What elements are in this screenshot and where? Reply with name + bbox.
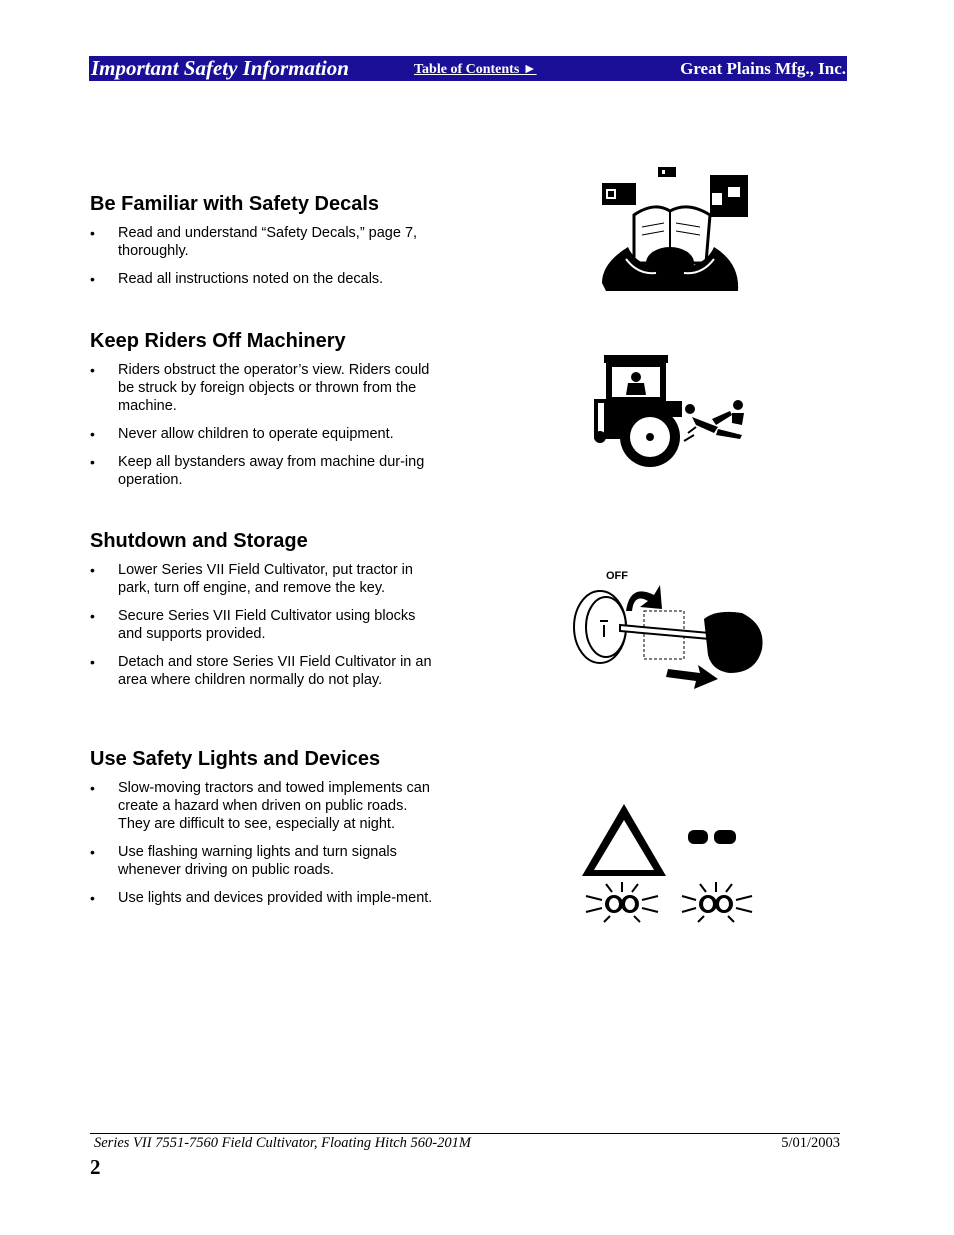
reading-manual-icon xyxy=(598,163,753,298)
section-heading: Use Safety Lights and Devices xyxy=(90,748,381,770)
list-item: • Use flashing warning lights and turn signals whenever driving on public roads. xyxy=(90,844,397,878)
off-label: OFF xyxy=(606,570,628,582)
list-item: • Riders obstruct the operator’s view. Riders could be struck by foreign objects or thrown from the machine. xyxy=(90,362,430,414)
section-shutdown-storage xyxy=(90,529,435,689)
page-header-title: Important Safety Information xyxy=(91,56,349,80)
section-heading: Be Familiar with Safety Decals xyxy=(90,193,380,215)
list-item: • Secure Series VII Field Cultivator using blocks and supports provided. xyxy=(90,608,416,642)
footer-date: 5/01/2003 xyxy=(781,1135,840,1151)
bullet-list xyxy=(90,561,435,689)
bullet-list xyxy=(90,361,435,489)
list-item: • Keep all bystanders away from machine dur-ing operation. xyxy=(90,454,425,488)
section-keep-riders-off xyxy=(90,329,435,489)
section-safety-decals xyxy=(90,192,435,288)
list-item: • Read all instructions noted on the decals. xyxy=(90,271,384,287)
right-warning-light-icon xyxy=(682,882,752,922)
page-header xyxy=(89,56,847,81)
list-item: • Read and understand “Safety Decals,” page 7, thoroughly. xyxy=(90,225,418,259)
table-of-contents-link[interactable]: Table of Contents ► xyxy=(414,62,537,77)
list-item: • Never allow children to operate equipment. xyxy=(90,426,394,442)
bullet-list xyxy=(90,779,435,907)
list-item: • Use lights and devices provided with imple-ment. xyxy=(90,890,433,906)
section-heading: Shutdown and Storage xyxy=(90,530,308,552)
list-item: • Detach and store Series VII Field Cultivator in an area where children normally do not play. xyxy=(90,654,432,688)
section-heading: Keep Riders Off Machinery xyxy=(90,330,346,352)
smv-sign-and-lights-icon xyxy=(582,800,757,925)
footer-document-title: Series VII 7551-7560 Field Cultivator, Floating Hitch 560-201M xyxy=(94,1135,471,1151)
rider-falling-tractor-icon xyxy=(592,355,752,475)
page-number: 2 xyxy=(90,1155,101,1179)
list-item: • Slow-moving tractors and towed implements can create a hazard when driven on public roads. They are difficult to see, especially at night. xyxy=(90,780,430,832)
left-warning-light-icon xyxy=(586,882,658,922)
section-safety-lights xyxy=(90,747,435,907)
list-item: • Lower Series VII Field Cultivator, put tractor in park, turn off engine, and remove the key. xyxy=(90,562,413,596)
bullet-list xyxy=(90,224,435,288)
company-name: Great Plains Mfg., Inc. xyxy=(680,59,846,78)
ignition-key-off-icon xyxy=(570,565,770,690)
footer-divider xyxy=(90,1133,840,1134)
